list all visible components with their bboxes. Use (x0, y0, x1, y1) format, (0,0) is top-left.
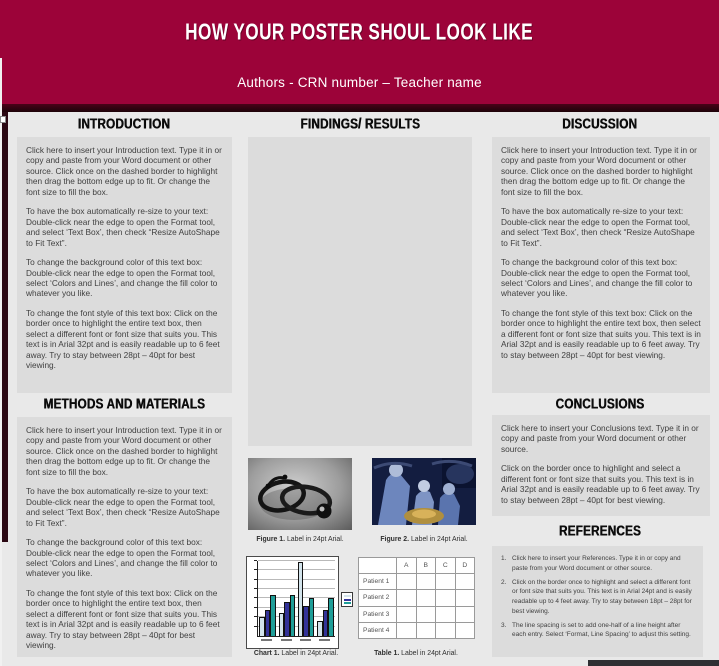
selection-handle[interactable] (0, 116, 6, 123)
chart-ytick (254, 579, 257, 580)
chart-xtick-label (300, 639, 311, 641)
table-row-header: Patient 3 (359, 606, 397, 622)
chart-ytick (254, 569, 257, 570)
legend-swatch (344, 595, 351, 597)
figure1-image-stethoscope[interactable] (248, 458, 352, 530)
conclusions-textbox[interactable] (492, 415, 710, 516)
table-cell (416, 574, 436, 590)
table-cell (397, 622, 417, 638)
table-row-header: Patient 4 (359, 622, 397, 638)
paragraph: Click on the border once to highlight and select a different font or font size that suits you. This text is in Arial 32pt and is easily readable up to 6 feet away. Try to stay between 28pt – 40pt for best viewing. (501, 463, 700, 505)
table-cell (436, 590, 456, 606)
chart-xtick-label (261, 639, 272, 641)
table-cell (436, 622, 456, 638)
chart-ytick (254, 560, 257, 561)
table-corner-cell (359, 558, 397, 574)
slide-left-shadow (2, 112, 8, 542)
chart-legend[interactable] (341, 592, 353, 607)
table-cell (436, 606, 456, 622)
heading-discussion[interactable]: DISCUSSION (562, 114, 637, 132)
paragraph: Click here to insert your Conclusions text. Type it in or copy and paste from your Word document or other source. (501, 423, 699, 454)
table-row (359, 590, 475, 606)
table-col-header: D (455, 558, 475, 574)
table-row-header: Patient 2 (359, 590, 397, 606)
paragraph: To change the background color of this text box: Double-click near the edge to open the Format tool, select ‘Colors and Lines’, and change the fill color to whatever you like. (26, 257, 218, 299)
table-cell (455, 606, 475, 622)
table-cell (416, 606, 436, 622)
paragraph: Click here to insert your Introduction text. Type it in or copy and paste from your Word document or other source. Click once on the dashed border to highlight then drag the bottom edge up to fit. Or change the font size to fill the box. (26, 145, 222, 197)
paragraph: To change the font style of this text box: Click on the border once to highlight the entire text box, then select a different font or font size that suits you. This text is in Arial 32pt and is easily readable up to 6 feet away. Try to stay between 28pt – 40pt for best viewing. (26, 587, 220, 651)
table-cell (397, 574, 417, 590)
table-col-header: B (416, 558, 436, 574)
paragraph: To change the background color of this text box: Double-click near the edge to open the Format tool, select ‘Colors and Lines’, and change the fill color to whatever you like. (26, 537, 218, 579)
paragraph: To have the box automatically re-size to your text: Double-click near the edge to open the Format tool, and select ‘Text Box’, then check “Resize AutoShape to Fit Text”. (501, 206, 695, 248)
table-col-header: C (436, 558, 456, 574)
chart-plot-area (257, 561, 335, 637)
table-row (359, 622, 475, 638)
table-row-header: Patient 1 (359, 574, 397, 590)
heading-references[interactable]: REFERENCES (558, 521, 641, 539)
legend-swatch (344, 599, 351, 601)
discussion-textbox[interactable] (492, 137, 710, 393)
references-textbox[interactable] (492, 546, 703, 657)
table-cell (455, 590, 475, 606)
heading-conclusions[interactable]: CONCLUSIONS (555, 394, 644, 412)
poster-authors[interactable]: Authors - CRN number – Teacher name (237, 75, 482, 90)
table-cell (455, 622, 475, 638)
chart-xtick-label (281, 639, 292, 641)
findings-placeholder-box[interactable] (248, 137, 472, 446)
chart-ytick (254, 597, 257, 598)
paragraph: To change the font style of this text box: Click on the border once to highlight the entire text box, then select a different font or font size that suits you. This text is in Arial 32pt and is easily readable up to 6 feet away. Try to stay between 28pt – 40pt for best viewing. (501, 307, 701, 360)
patients-table[interactable] (358, 557, 475, 639)
table1-caption: Table 1. Label in 24pt Arial. (374, 650, 458, 657)
poster-header-band[interactable] (0, 0, 719, 104)
table-cell (397, 590, 417, 606)
chart-gridline (258, 579, 335, 580)
table-cell (416, 590, 436, 606)
table-cell (455, 574, 475, 590)
chart-xtick-label (319, 639, 330, 641)
table-cell (416, 622, 436, 638)
header-bottom-border (0, 104, 719, 112)
heading-introduction[interactable]: INTRODUCTION (77, 114, 171, 132)
paragraph: To have the box automatically re-size to your text: Double-click near the edge to open the Format tool, and select ‘Text Box’, then check “Resize AutoShape to Fit Text”. (26, 486, 220, 528)
table-col-header: A (397, 558, 417, 574)
chart-bar (328, 598, 334, 636)
introduction-textbox[interactable] (17, 137, 232, 393)
chart-bar (309, 598, 315, 636)
chart-ytick (254, 607, 257, 608)
paragraph: Click here to insert your Introduction text. Type it in or copy and paste from your Word document or other source. Click once on the dashed border to highlight then drag the bottom edge up to fit. Or change the font size to fill the box. (501, 145, 697, 197)
chart-bar (270, 595, 276, 636)
table-row (359, 606, 475, 622)
chart-bar (290, 595, 296, 636)
paragraph: To change the background color of this text box: Double-click near the edge to open the Format tool, select ‘Colors and Lines’, and change the fill color to whatever you like. (501, 257, 693, 299)
table-row (359, 574, 475, 590)
reference-item: Click here to insert your References. Type it in or copy and paste from your Word document or other source. (512, 555, 681, 572)
chart-gridline (258, 588, 335, 589)
figure2-caption: Figure 2. Label in 24pt Arial. (380, 536, 468, 543)
chart-ytick (254, 626, 257, 627)
window-bottom-edge (588, 660, 719, 666)
chart-ytick (254, 588, 257, 589)
table-cell (397, 606, 417, 622)
chart-gridline (258, 569, 335, 570)
table-cell (436, 574, 456, 590)
legend-swatch (344, 602, 351, 604)
paragraph: Click here to insert your Introduction text. Type it in or copy and paste from your Word document or other source. Click once on the dashed border to highlight then drag the bottom edge up to fit. Or change the font size to fill the box. (26, 425, 222, 477)
poster-title[interactable]: HOW YOUR POSTER SHOUL LOOK LIKE (185, 19, 534, 46)
reference-item: Click on the border once to highlight and select a different font or font size that suits you. This text is in Arial 24pt and is easily readable up to 4 feet away. Try to stay between 18pt – 28pt for best viewing. (512, 578, 692, 615)
figure1-caption: Figure 1. Label in 24pt Arial. (256, 536, 344, 543)
chart-ytick (254, 616, 257, 617)
paragraph: To change the font style of this text box: Click on the border once to highlight the entire text box, then select a different font or font size that suits you. This text is in Arial 32pt and is easily readable up to 6 feet away. Try to stay between 28pt – 40pt for best viewing. (26, 307, 220, 371)
bar-chart[interactable] (246, 556, 339, 649)
chart-gridline (258, 560, 335, 561)
chart1-caption: Chart 1. Label in 24pt Arial. (253, 650, 339, 657)
heading-methods[interactable]: METHODS AND MATERIALS (43, 394, 205, 412)
figure2-image-surgery[interactable] (372, 458, 476, 525)
methods-textbox[interactable] (17, 417, 232, 657)
reference-item: The line spacing is set to add one-half of a line height after each entry. Select ‘Format, Line Spacing’ to adjust this setting. (512, 621, 691, 639)
paragraph: To have the box automatically re-size to your text: Double-click near the edge to open the Format tool, and select ‘Text Box’, then check “Resize AutoShape to Fit Text”. (26, 206, 220, 248)
heading-findings[interactable]: FINDINGS/ RESULTS (300, 114, 420, 132)
